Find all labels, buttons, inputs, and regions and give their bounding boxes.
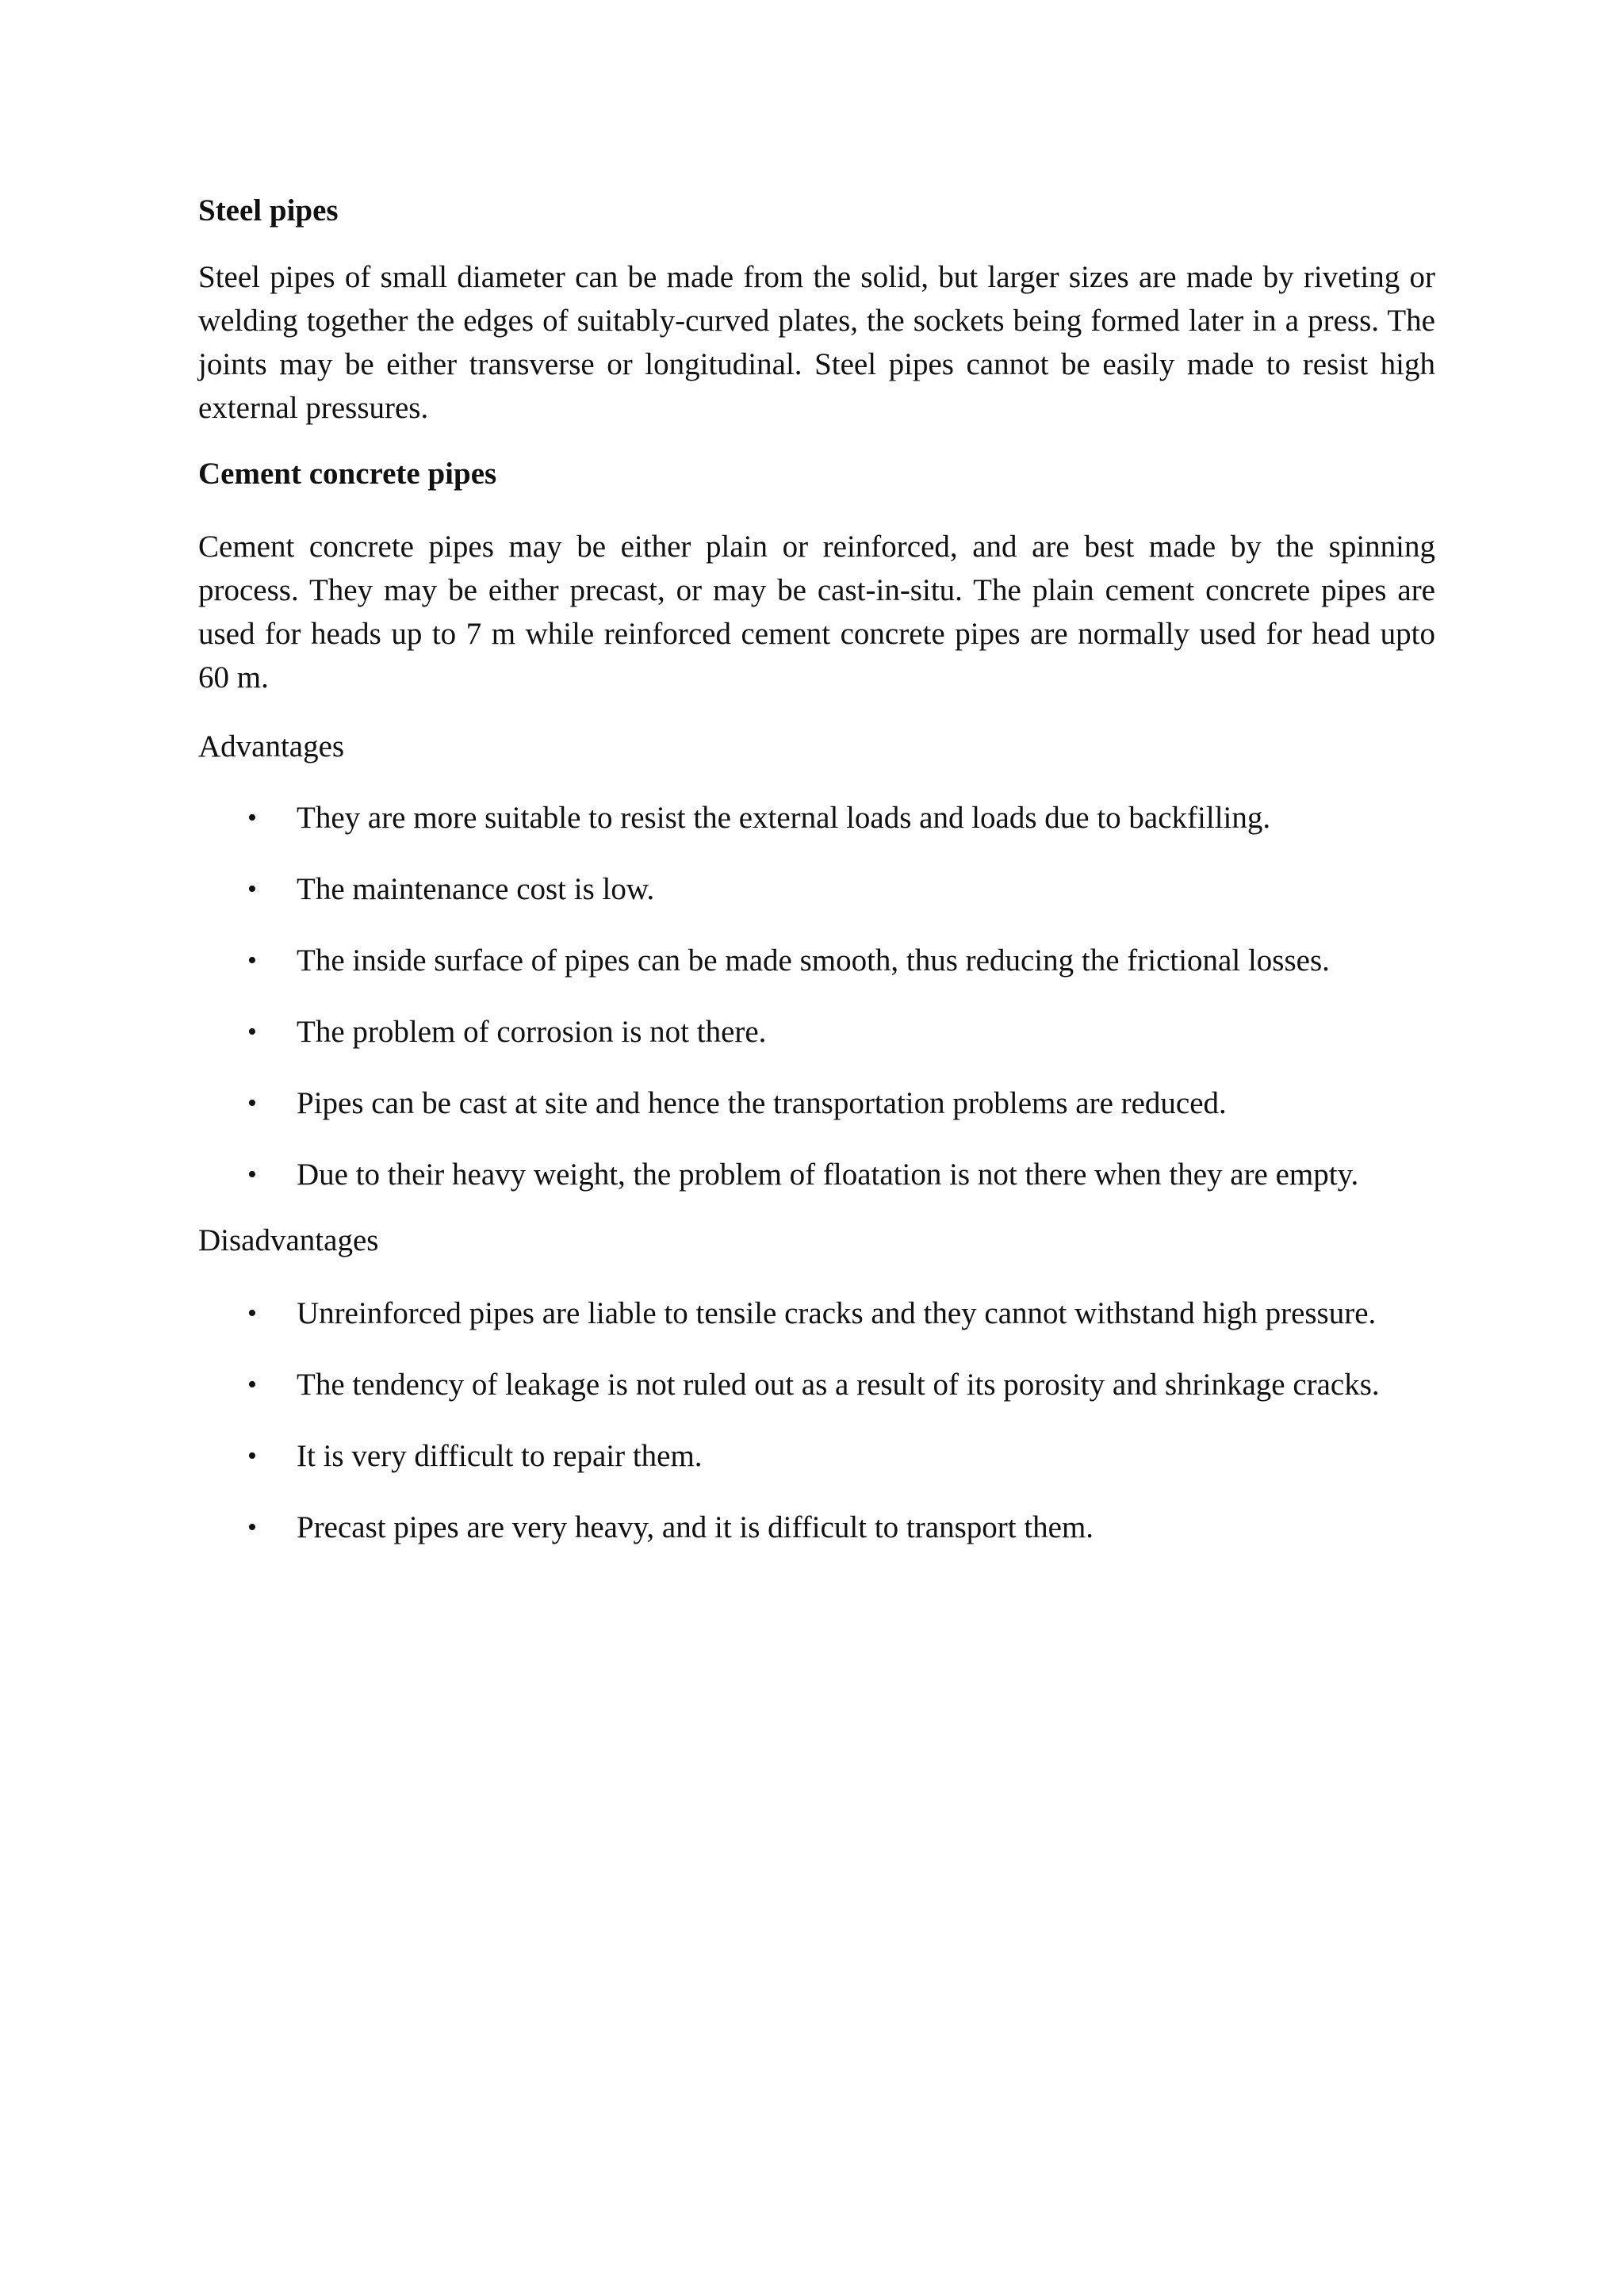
list-item — [198, 796, 1435, 840]
bullet-icon: • — [247, 946, 257, 975]
bullet-icon: • — [247, 1089, 257, 1118]
disadvantages-label: Disadvantages — [198, 1223, 379, 1257]
bullet-icon: • — [247, 1017, 257, 1047]
list-item — [198, 1010, 1435, 1054]
bullet-icon: • — [247, 1441, 257, 1471]
bullet-icon: • — [247, 803, 257, 832]
list-item-text: It is very difficult to repair them. — [297, 1439, 703, 1473]
section-heading-cement-concrete-pipes: Cement concrete pipes — [198, 457, 497, 491]
list-item-text: The inside surface of pipes can be made smooth, thus reducing the frictional losses. — [297, 943, 1330, 978]
list-item-text: Precast pipes are very heavy, and it is difficult to transport them. — [297, 1510, 1094, 1544]
list-item — [198, 939, 1435, 982]
list-item — [198, 1434, 1435, 1478]
list-item-text: The problem of corrosion is not there. — [297, 1015, 767, 1049]
list-item — [198, 1081, 1435, 1125]
bullet-icon: • — [247, 1160, 257, 1189]
list-item — [198, 1363, 1435, 1406]
list-item-text: Unreinforced pipes are liable to tensile cracks and they cannot withstand high pressure. — [297, 1296, 1377, 1330]
bullet-icon: • — [247, 1299, 257, 1328]
advantages-list — [198, 796, 1435, 1196]
list-item — [198, 1153, 1435, 1196]
list-item — [198, 867, 1435, 911]
paragraph-steel-pipes: Steel pipes of small diameter can be made from the solid, but larger sizes are made by riveting or welding together the edges of suitably-curved plates, the sockets being formed later in a press. The joints may be either transverse or longitudinal. Steel pipes cannot be easily made to resist high external pressures. — [198, 260, 1435, 425]
bullet-icon: • — [247, 874, 257, 904]
disadvantages-list — [198, 1292, 1435, 1549]
list-item-text: The tendency of leakage is not ruled out as a result of its porosity and shrinkage cracks. — [297, 1368, 1380, 1402]
bullet-icon: • — [247, 1513, 257, 1542]
bullet-icon: • — [247, 1370, 257, 1399]
list-item-text: Due to their heavy weight, the problem of floatation is not there when they are empty. — [297, 1158, 1359, 1192]
list-item-text: The maintenance cost is low. — [297, 872, 655, 906]
paragraph-cement-concrete-pipes: Cement concrete pipes may be either plain or reinforced, and are best made by the spinning process. They may be either precast, or may be cast-in-situ. The plain cement concrete pipes are used for heads up to 7 m while reinforced cement concrete pipes are normally used for head upto 60 m. — [198, 530, 1435, 695]
document-page — [198, 190, 1435, 1549]
section-heading-steel-pipes: Steel pipes — [198, 193, 339, 228]
list-item-text: Pipes can be cast at site and hence the transportation problems are reduced. — [297, 1086, 1227, 1120]
list-item — [198, 1292, 1435, 1335]
advantages-label: Advantages — [198, 729, 345, 763]
list-item-text: They are more suitable to resist the external loads and loads due to backfilling. — [297, 801, 1271, 835]
list-item — [198, 1506, 1435, 1549]
